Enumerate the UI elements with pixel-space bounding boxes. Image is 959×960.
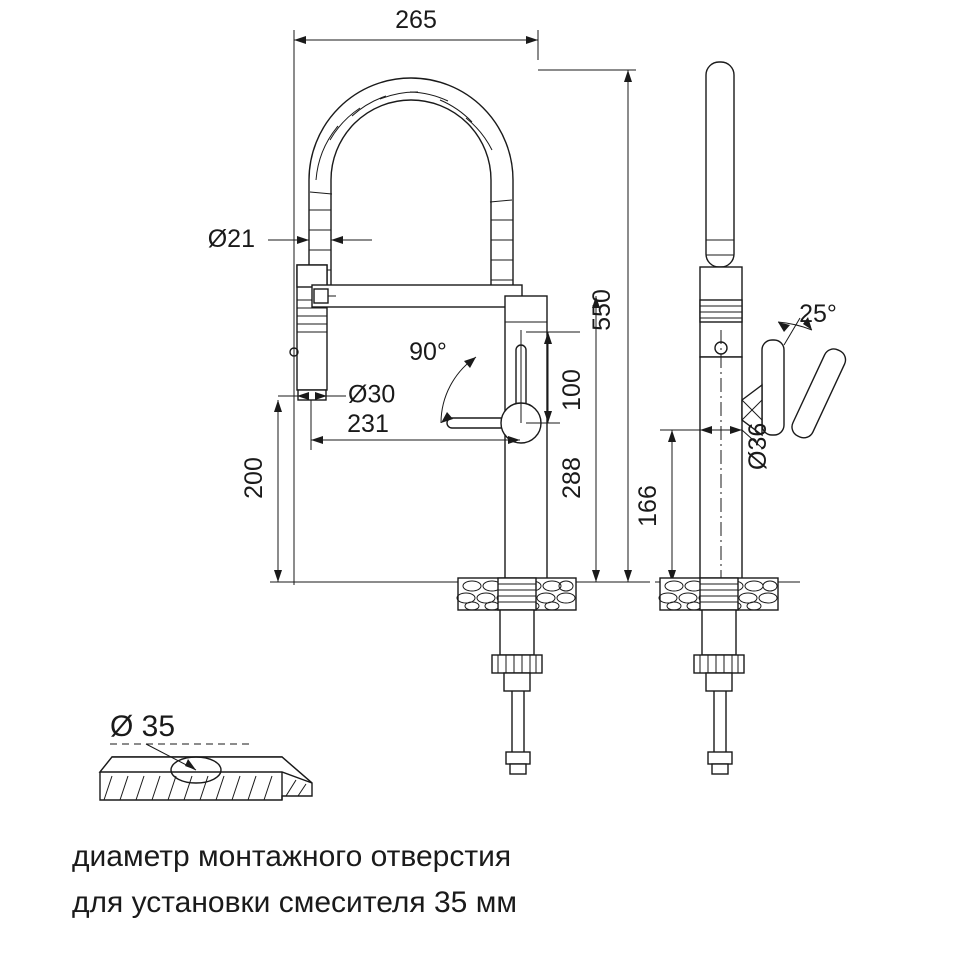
dim-label-100: 100 <box>558 369 586 411</box>
dim-label-d35: Ø 35 <box>110 710 176 743</box>
dim-label-200: 200 <box>240 457 268 499</box>
dim-label-25deg: 25° <box>799 300 837 328</box>
dim-label-265: 265 <box>395 6 437 34</box>
lever-handle-side <box>742 340 784 435</box>
note-line-1: диаметр монтажного отверстия <box>72 840 512 873</box>
dim-label-d30: Ø30 <box>348 380 396 409</box>
dim-label-90deg: 90° <box>409 338 447 366</box>
countertop-detail <box>100 710 312 800</box>
spring-hose-side <box>706 62 734 267</box>
lever-handle-side-rotated <box>789 346 849 441</box>
dimension-body-height-side <box>634 430 700 582</box>
dimension-handle-angle-front <box>409 330 521 423</box>
mounting-assembly-side <box>659 578 778 774</box>
spray-head-front <box>290 265 522 400</box>
dim-label-d21: Ø21 <box>207 225 255 253</box>
dimension-hose-drop <box>240 400 282 582</box>
dim-label-550: 550 <box>588 289 616 331</box>
dim-label-d36: Ø36 <box>744 422 772 470</box>
faucet-body-side <box>700 267 742 600</box>
dimension-base-diameter-front <box>278 381 395 409</box>
dim-label-288: 288 <box>558 457 586 499</box>
dimension-hose-diameter <box>208 225 372 253</box>
note-line-2: для установки смесителя 35 мм <box>72 886 517 919</box>
dimension-spout-height <box>558 296 600 582</box>
mounting-assembly-front <box>457 578 576 774</box>
dim-label-231: 231 <box>347 410 389 438</box>
dimension-handle-angle-side <box>778 300 837 345</box>
dim-label-166: 166 <box>634 485 662 527</box>
dimension-height-total <box>538 70 636 582</box>
spring-hose-front <box>309 78 513 300</box>
